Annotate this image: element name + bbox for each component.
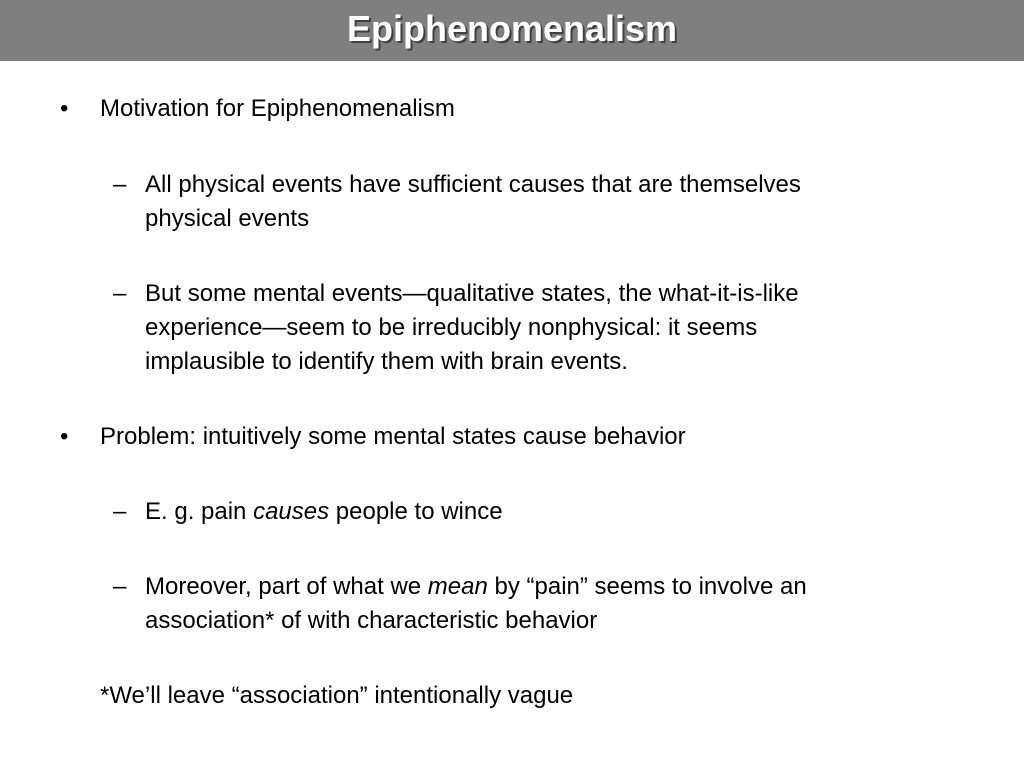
- emphasis-text: causes: [253, 498, 330, 525]
- slide-title: Epiphenomenalism: [346, 8, 678, 49]
- sub-bullet-line: association* of with characteristic behavior: [145, 607, 598, 634]
- sub-bullet-marker: –: [113, 171, 127, 198]
- sub-bullet-line: [145, 495, 503, 529]
- sub-bullet-line: [145, 570, 807, 604]
- sub-bullet-line: physical events: [145, 205, 310, 232]
- text-run: by “pain” seems to involve an: [487, 573, 807, 600]
- footnote: *We’ll leave “association” intentionally vague: [100, 682, 574, 709]
- sub-bullet-line: experience—seem to be irreducibly nonphysical: it seems: [145, 314, 758, 341]
- sub-bullet-marker: –: [113, 573, 127, 600]
- sub-bullet-line: All physical events have sufficient causes that are themselves: [145, 171, 801, 198]
- emphasis-text: mean: [427, 573, 488, 600]
- sub-bullet-line: implausible to identify them with brain events.: [145, 348, 628, 375]
- sub-bullet-marker: –: [113, 498, 127, 525]
- sub-bullet-line: But some mental events—qualitative states, the what-it-is-like: [145, 280, 799, 307]
- bullet-marker: •: [60, 95, 69, 122]
- bullet-text: Motivation for Epiphenomenalism: [100, 95, 455, 122]
- text-run: people to wince: [329, 498, 503, 525]
- sub-bullet-marker: –: [113, 280, 127, 307]
- text-run: Moreover, part of what we: [145, 573, 428, 600]
- bullet-marker: •: [60, 423, 69, 450]
- bullet-text: Problem: intuitively some mental states cause behavior: [100, 423, 686, 450]
- text-run: E. g. pain: [145, 498, 254, 525]
